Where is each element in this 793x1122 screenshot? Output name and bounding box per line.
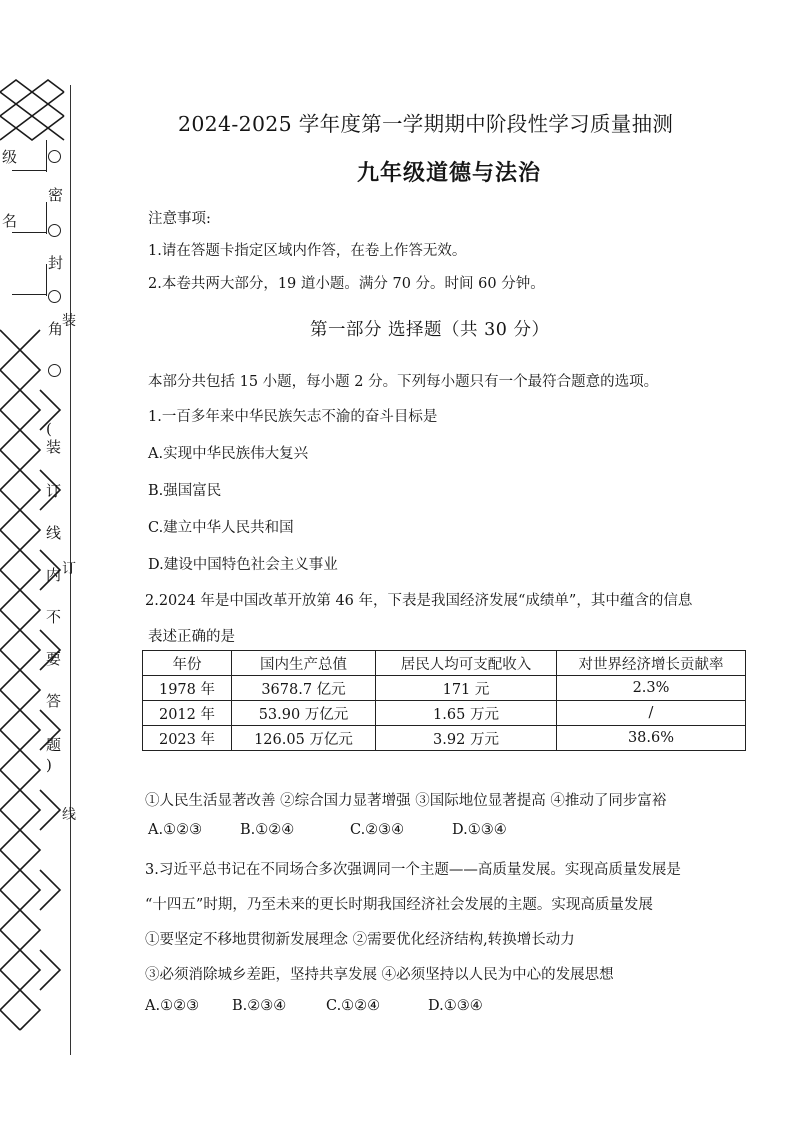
table-cell: 2012 年 xyxy=(143,701,232,726)
fill-blank-line xyxy=(12,294,46,295)
notes-heading: 注意事项: xyxy=(148,211,211,227)
notice-char: 订 xyxy=(46,482,62,500)
economy-table xyxy=(142,650,746,751)
table-cell: 53.90 万亿元 xyxy=(232,701,376,726)
binding-pattern xyxy=(0,0,68,1122)
q3-statements-line2: ③必须消除城乡差距，坚持共享发展 ④必须坚持以人民为中心的发展思想 xyxy=(145,967,614,983)
table-cell: 3678.7 亿元 xyxy=(232,676,376,701)
q2-choice-a: A.①②③ xyxy=(148,822,203,838)
binding-char: 级 xyxy=(2,148,18,166)
seal-circle xyxy=(48,224,61,237)
notice-char: 不 xyxy=(46,608,62,626)
q2-stem-line2: 表述正确的是 xyxy=(148,629,235,645)
table-row xyxy=(143,726,746,751)
seal-char: 角 xyxy=(48,320,64,338)
binding-label-ding: 订 xyxy=(62,561,76,577)
exam-title: 2024-2025 学年度第一学期期中阶段性学习质量抽测 xyxy=(178,112,674,136)
notice-char: 答 xyxy=(46,692,62,710)
table-cell: 3.92 万元 xyxy=(376,726,557,751)
q3-choice-c: C.①②④ xyxy=(326,998,381,1014)
table-header-row xyxy=(143,651,746,676)
q2-choice-b: B.①②④ xyxy=(240,822,295,838)
seal-circle xyxy=(48,150,61,163)
table-cell: 1978 年 xyxy=(143,676,232,701)
fill-blank-stub xyxy=(46,140,47,172)
exam-subtitle: 九年级道德与法治 xyxy=(357,160,542,186)
q3-choice-a: A.①②③ xyxy=(145,998,200,1014)
table-header-cell: 居民人均可支配收入 xyxy=(376,651,557,676)
q3-stem-line2: “十四五”时期，乃至未来的更长时期我国经济社会发展的主题。实现高质量发展 xyxy=(145,897,653,913)
binding-label-zhuang: 装 xyxy=(62,313,76,329)
notice-char: ( xyxy=(46,420,52,438)
notice-char: 内 xyxy=(46,566,62,584)
part1-intro: 本部分共包括 15 小题，每小题 2 分。下列每小题只有一个最符合题意的选项。 xyxy=(148,374,659,390)
fill-blank-stub xyxy=(46,202,47,234)
table-cell: 171 元 xyxy=(376,676,557,701)
q2-choice-c: C.②③④ xyxy=(350,822,405,838)
notice-char: 题 xyxy=(46,736,62,754)
table-header-cell: 国内生产总值 xyxy=(232,651,376,676)
notice-char: 线 xyxy=(46,524,62,542)
fill-blank-line xyxy=(12,232,46,233)
seal-circle xyxy=(48,364,61,377)
table-cell: / xyxy=(557,701,746,726)
binding-char: 名 xyxy=(2,212,18,230)
table-row xyxy=(143,701,746,726)
part1-title: 第一部分 选择题（共 30 分） xyxy=(310,320,550,340)
seal-char: 密 xyxy=(48,186,64,204)
table-cell: 2.3% xyxy=(557,676,746,701)
table-cell: 126.05 万亿元 xyxy=(232,726,376,751)
binding-strip xyxy=(0,0,95,1122)
q3-choice-b: B.②③④ xyxy=(232,998,287,1014)
q2-choice-d: D.①③④ xyxy=(452,822,507,838)
fill-blank-line xyxy=(12,170,46,171)
seal-circle xyxy=(48,290,61,303)
table-header-cell: 对世界经济增长贡献率 xyxy=(557,651,746,676)
q1-option-a: A.实现中华民族伟大复兴 xyxy=(148,446,309,462)
q2-stem-line1: 2.2024 年是中国改革开放第 46 年，下表是我国经济发展“成绩单”，其中蕴含的信息 xyxy=(145,593,693,609)
notes-item: 2.本卷共两大部分，19 道小题。满分 70 分。时间 60 分钟。 xyxy=(148,276,545,292)
q3-stem-line1: 3.习近平总书记在不同场合多次强调同一个主题——高质量发展。实现高质量发展是 xyxy=(145,862,681,878)
table-cell: 2023 年 xyxy=(143,726,232,751)
table-cell: 38.6% xyxy=(557,726,746,751)
q3-statements-line1: ①要坚定不移地贯彻新发展理念 ②需要优化经济结构,转换增长动力 xyxy=(145,932,575,948)
q1-option-d: D.建设中国特色社会主义事业 xyxy=(148,557,338,573)
table-header-cell: 年份 xyxy=(143,651,232,676)
q1-option-b: B.强国富民 xyxy=(148,483,222,499)
q1-option-c: C.建立中华人民共和国 xyxy=(148,520,294,536)
q1-stem: 1.一百多年来中华民族矢志不渝的奋斗目标是 xyxy=(148,409,438,425)
table-cell: 1.65 万元 xyxy=(376,701,557,726)
q3-choice-d: D.①③④ xyxy=(428,998,483,1014)
fill-blank-stub xyxy=(46,264,47,296)
table-row xyxy=(143,676,746,701)
binding-label-xian: 线 xyxy=(62,807,76,823)
notice-char: 要 xyxy=(46,650,62,668)
notice-char: 装 xyxy=(46,438,62,456)
notes-item: 1.请在答题卡指定区域内作答，在卷上作答无效。 xyxy=(148,243,467,259)
q2-statements: ①人民生活显著改善 ②综合国力显著增强 ③国际地位显著提高 ④推动了同步富裕 xyxy=(145,793,667,809)
seal-char: 封 xyxy=(48,254,64,272)
notice-char: ) xyxy=(46,756,52,774)
